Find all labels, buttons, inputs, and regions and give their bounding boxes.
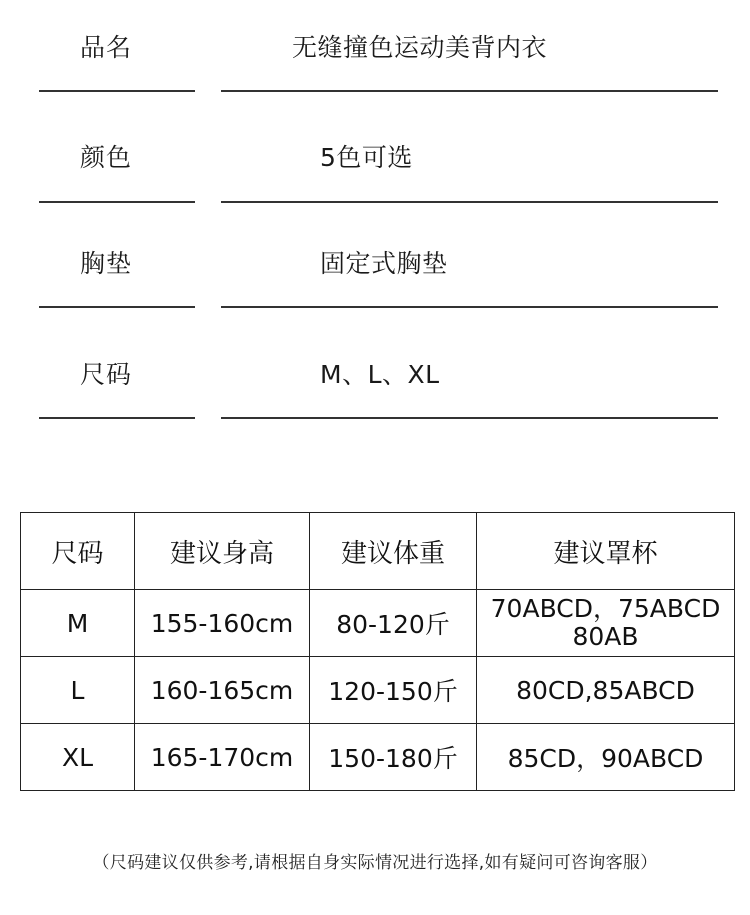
size-cell: L — [21, 657, 135, 724]
divider — [39, 201, 195, 203]
spec-value: 5色可选 — [320, 143, 413, 172]
size-cell: XL — [21, 724, 135, 791]
divider — [221, 306, 718, 308]
table-header: 建议罩杯 — [477, 513, 735, 590]
cup-cell: 80CD,85ABCD — [477, 657, 735, 724]
weight-cell: 150-180斤 — [310, 724, 477, 791]
cup-line: 80AB — [572, 622, 639, 651]
divider — [221, 417, 718, 419]
table-row — [21, 590, 735, 657]
spec-label: 胸垫 — [80, 249, 133, 278]
table-header: 尺码 — [21, 513, 135, 590]
divider — [39, 417, 195, 419]
spec-value: 无缝撞色运动美背内衣 — [292, 33, 548, 62]
spec-label: 品名 — [80, 33, 133, 62]
table-header: 建议体重 — [310, 513, 477, 590]
height-cell: 160-165cm — [135, 657, 310, 724]
spec-value: M、L、XL — [320, 360, 440, 389]
footnote: （尺码建议仅供参考,请根据自身实际情况进行选择,如有疑问可咨询客服） — [92, 853, 658, 873]
cup-cell — [477, 590, 735, 657]
height-cell: 155-160cm — [135, 590, 310, 657]
spec-label: 颜色 — [80, 143, 133, 172]
size-cell: M — [21, 590, 135, 657]
weight-cell: 80-120斤 — [310, 590, 477, 657]
cup-cell: 85CD，90ABCD — [477, 724, 735, 791]
weight-cell: 120-150斤 — [310, 657, 477, 724]
spec-label: 尺码 — [80, 360, 133, 389]
table-row — [21, 657, 735, 724]
height-cell: 165-170cm — [135, 724, 310, 791]
spec-value: 固定式胸垫 — [320, 249, 448, 278]
table-header-row — [21, 513, 735, 590]
divider — [221, 201, 718, 203]
table-row — [21, 724, 735, 791]
divider — [39, 306, 195, 308]
table-header: 建议身高 — [135, 513, 310, 590]
size-chart-table — [20, 512, 735, 791]
cup-line: 70ABCD，75ABCD — [490, 594, 721, 623]
